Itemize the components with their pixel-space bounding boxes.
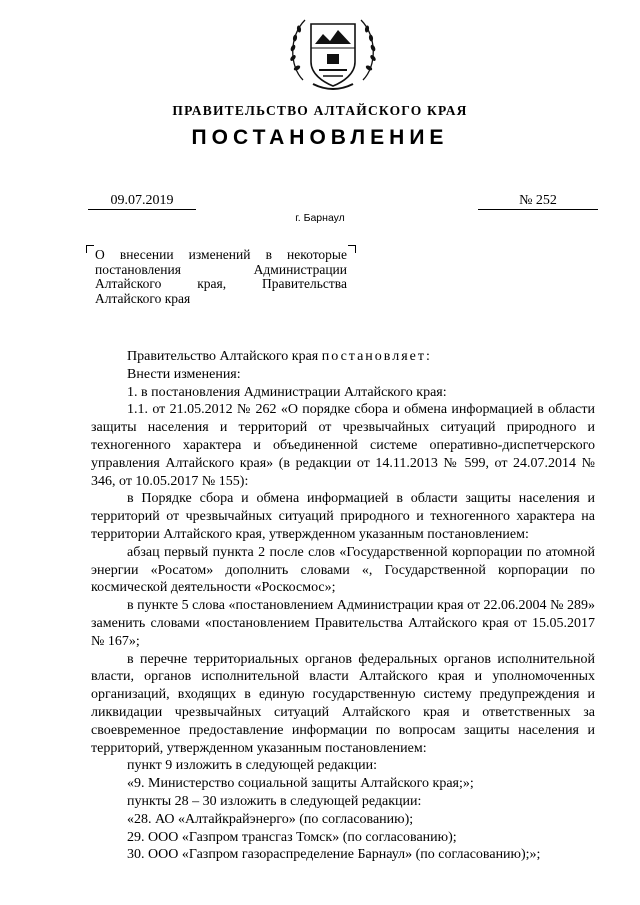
document-type: ПОСТАНОВЛЕНИЕ [191, 126, 449, 149]
intro-decree-word: постановляет: [321, 349, 432, 364]
body-paragraph: в Порядке сбора и обмена информацией в области защиты населения и территорий от чрезвычайных ситуаций природного и техногенного характера на территории Алтайского края, утвержденном указанным постановлением: [91, 491, 595, 542]
body-paragraph: пункты 28 – 30 изложить в следующей редакции: [127, 793, 422, 809]
body-paragraph: 30. ООО «Газпром газораспределение Барнаул» (по согласованию);»; [127, 847, 541, 863]
subject-bracket-right [348, 245, 356, 253]
document-date: 09.07.2019 [88, 193, 196, 210]
body-paragraph: 1.1. от 21.05.2012 № 262 «О порядке сбора и обмена информацией в области защиты населения и территорий от чрезвычайных ситуаций природного и техногенного характера и объединенной системе оперативно-диспетчерского управления Алтайского края» (в редакции от 14.11.2013 № 599, от 24.07.2014 № 346, от 10.05.2017 № 155): [91, 402, 595, 489]
body-paragraph: абзац первый пункта 2 после слов «Государственной корпорации по атомной энергии «Росатом» дополнить словами «, Государственной корпорации по космической деятельности «Роскосмос»; [91, 544, 595, 596]
body-paragraph: Внести изменения: [127, 366, 241, 382]
body-paragraph: «28. АО «Алтайкрайэнерго» (по согласованию); [127, 811, 414, 827]
document-number: № 252 [478, 193, 598, 210]
government-name: ПРАВИТЕЛЬСТВО АЛТАЙСКОГО КРАЯ [172, 103, 468, 118]
body-paragraph: 29. ООО «Газпром трансгаз Томск» (по согласованию); [127, 829, 457, 845]
document-city: г. Барнаул [295, 212, 345, 224]
intro-text: Правительство Алтайского края [127, 349, 322, 364]
body-paragraph: «9. Министерство социальной защиты Алтайского края;»; [127, 776, 474, 792]
subject-bracket-left [86, 245, 94, 253]
document-body [91, 348, 595, 864]
body-paragraph: в пункте 5 слова «постановлением Администрации края от 22.06.2004 № 289» заменить словами «постановлением Правительства Алтайского края от 15.05.2017 № 167»; [91, 598, 595, 649]
intro-paragraph [91, 348, 595, 366]
body-paragraph: 1. в постановления Администрации Алтайского края: [127, 384, 447, 400]
body-paragraph: пункт 9 изложить в следующей редакции: [127, 758, 377, 774]
coat-of-arms-icon [283, 10, 383, 98]
document-subject: О внесении изменений в некоторые постановления Администрации Алтайского края, Правительства Алтайского края [95, 247, 347, 306]
body-paragraph: в перечне территориальных органов федеральных органов исполнительной власти, органов исполнительной власти Алтайского края и уполномоченных организаций, входящих в единую государственную систему предупреждения и ликвидации чрезвычайных ситуаций Алтайского края и ответственных за своевременное предоставление информации по вопросам защиты населения и территорий, утвержденном указанным постановлением: [91, 651, 595, 756]
